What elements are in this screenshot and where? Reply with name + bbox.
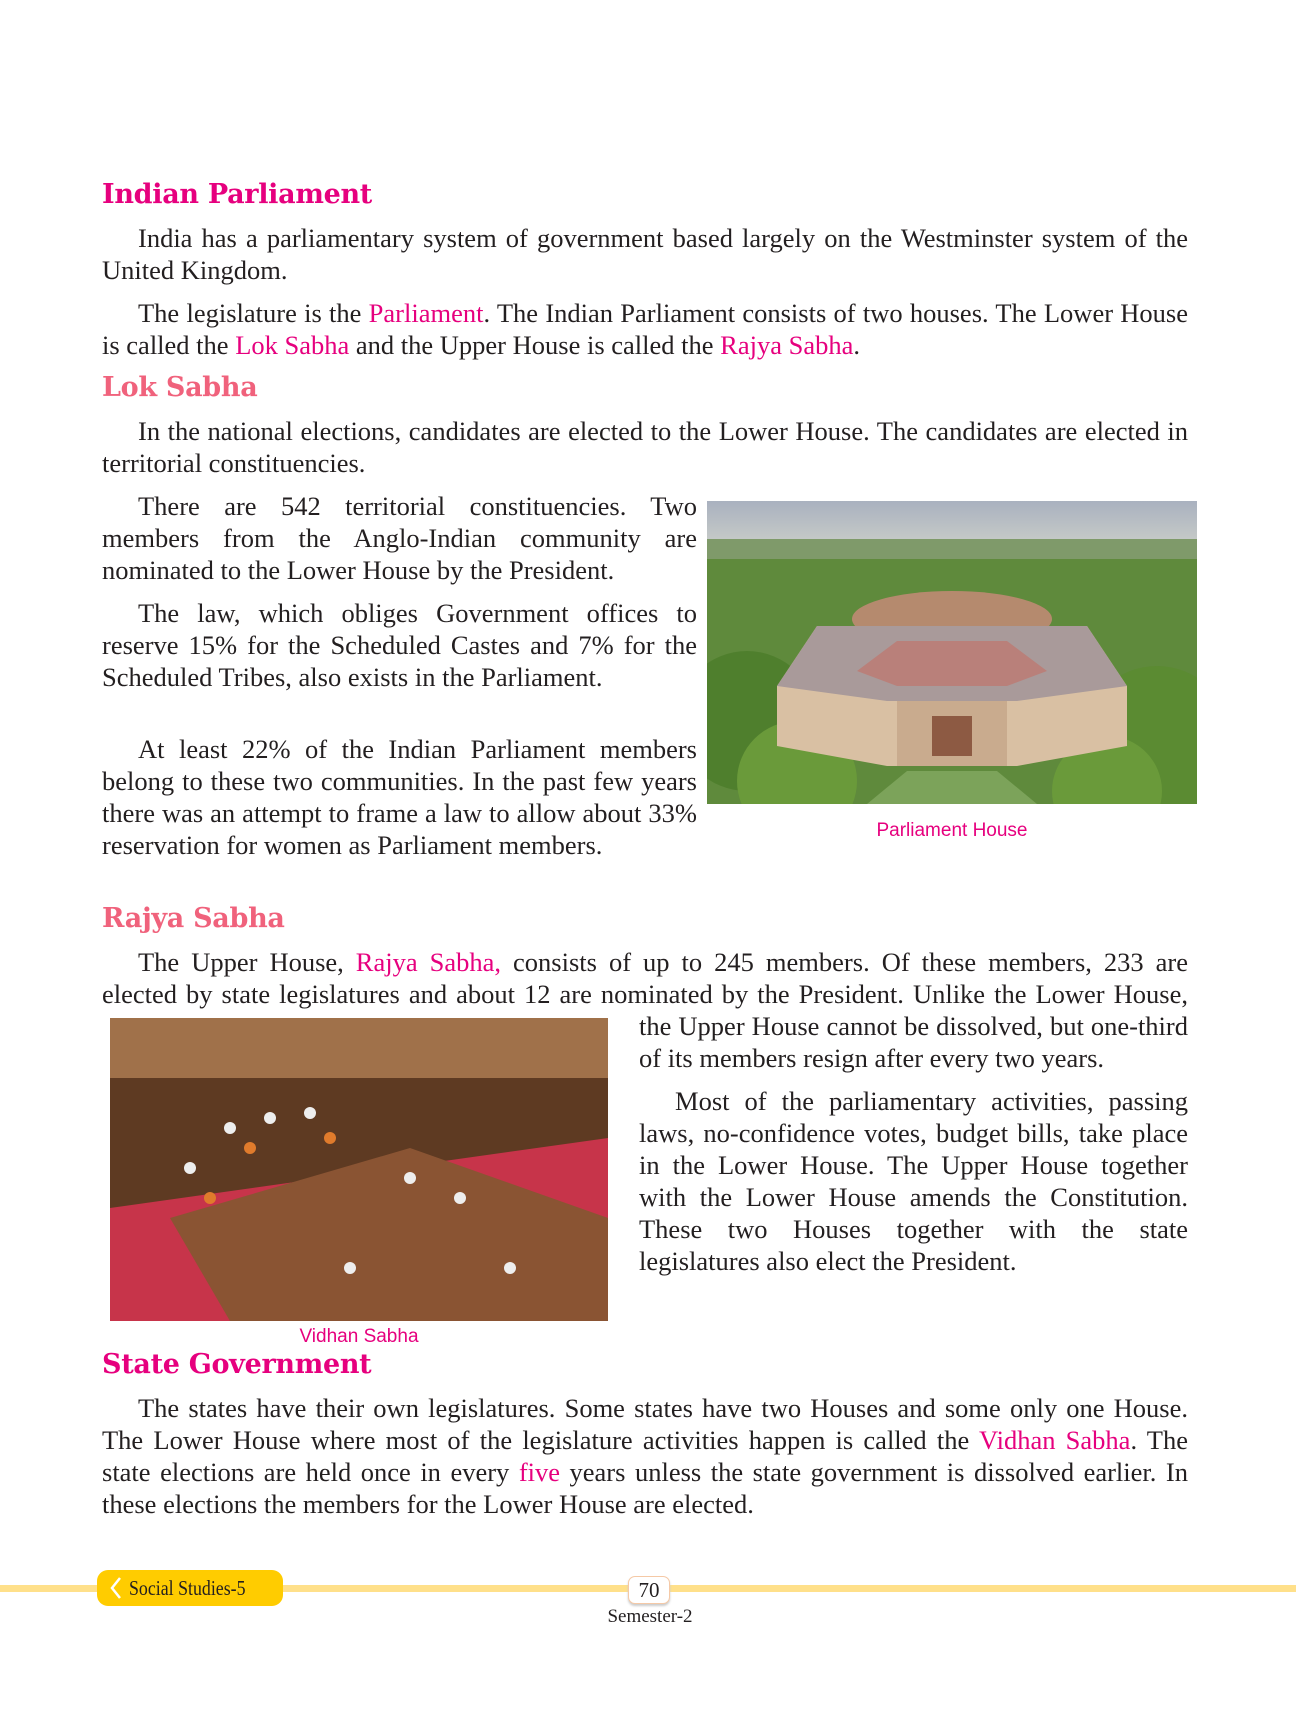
paragraph (102, 490, 697, 586)
highlighted-term: Vidhan Sabha (979, 1425, 1131, 1455)
vidhan-sabha-caption: Vidhan Sabha (299, 1326, 419, 1347)
text-segment: There are 542 territorial constituencies. Two members from the Anglo-Indian community are nominated to the Lower House by the President. (102, 491, 697, 585)
paragraph (102, 733, 697, 861)
paragraph (102, 1392, 1188, 1520)
highlighted-term: Parliament (368, 298, 484, 328)
text-segment: The states have their own legislatures. Some states have two Houses and some only one House. The Lower House where most of the legislature activities happen is called the (102, 1393, 1188, 1455)
text-segment: . The state elections are held once in every (102, 1425, 1189, 1487)
text-segment: consists of up to 245 members. Of these members, 233 are elected by state legislatures and about 12 are nominated by the President. Unlike the Lower House, the Upper House cannot be dissolved, but one-third of its members resign after every two years. (102, 947, 1189, 1073)
heading-lok-sabha: Lok Sabha (102, 372, 258, 403)
text-segment: years unless the state government is dissolved earlier. In these elections the members for the Lower House are elected. (102, 1457, 1188, 1519)
highlighted-term: five (518, 1457, 561, 1487)
paragraph (102, 597, 697, 693)
text-segment: India has a parliamentary system of government based largely on the Westminster system of the United Kingdom. (102, 223, 1188, 285)
highlighted-term: Lok Sabha (235, 330, 350, 360)
text-segment: . (853, 330, 860, 360)
semester-label: Semester-2 (607, 1606, 693, 1627)
highlighted-term: Rajya Sabha (720, 330, 854, 360)
text-segment: Most of the parliamentary activities, passing laws, no-confidence votes, budget bills, take place in the Lower House. The Upper House together with the Lower House amends the Constitution. These two Houses together with the state legislatures also elect the President. (639, 1086, 1188, 1276)
highlighted-term: Rajya Sabha, (355, 947, 502, 977)
text-segment: and the Upper House is called the (349, 330, 721, 360)
book-label-badge (97, 1570, 283, 1606)
chevron-left-icon (107, 1575, 125, 1601)
parliament-house-caption: Parliament House (876, 820, 1028, 841)
vidhan-sabha-figure (110, 1018, 608, 1348)
paragraph (102, 297, 1188, 361)
text-segment: In the national elections, candidates are elected to the Lower House. The candidates are elected in territorial constituencies. (102, 416, 1188, 478)
heading-indian-parliament: Indian Parliament (102, 179, 372, 210)
heading-state-government: State Government (102, 1349, 372, 1380)
text-segment: The legislature is the (138, 298, 369, 328)
paragraph (102, 415, 1188, 479)
heading-rajya-sabha: Rajya Sabha (102, 903, 285, 934)
paragraph (102, 222, 1188, 286)
book-label: Social Studies-5 (129, 1575, 246, 1600)
text-segment: . The Indian Parliament consists of two houses. The Lower House is called the (102, 298, 1188, 360)
parliament-house-image (707, 501, 1197, 804)
text-segment: The Upper House, (138, 947, 356, 977)
rajya-sabha-section (102, 946, 1188, 1348)
text-segment: The law, which obliges Government offices to reserve 15% for the Scheduled Castes and 7% for the Scheduled Tribes, also exists in the Parliament. (102, 598, 697, 692)
page-number: 70 (628, 1576, 670, 1604)
text-segment: At least 22% of the Indian Parliament members belong to these two communities. In the past few years there was an attempt to frame a law to allow about 33% reservation for women as Parliament members. (102, 734, 697, 860)
vidhan-sabha-image (110, 1018, 608, 1321)
